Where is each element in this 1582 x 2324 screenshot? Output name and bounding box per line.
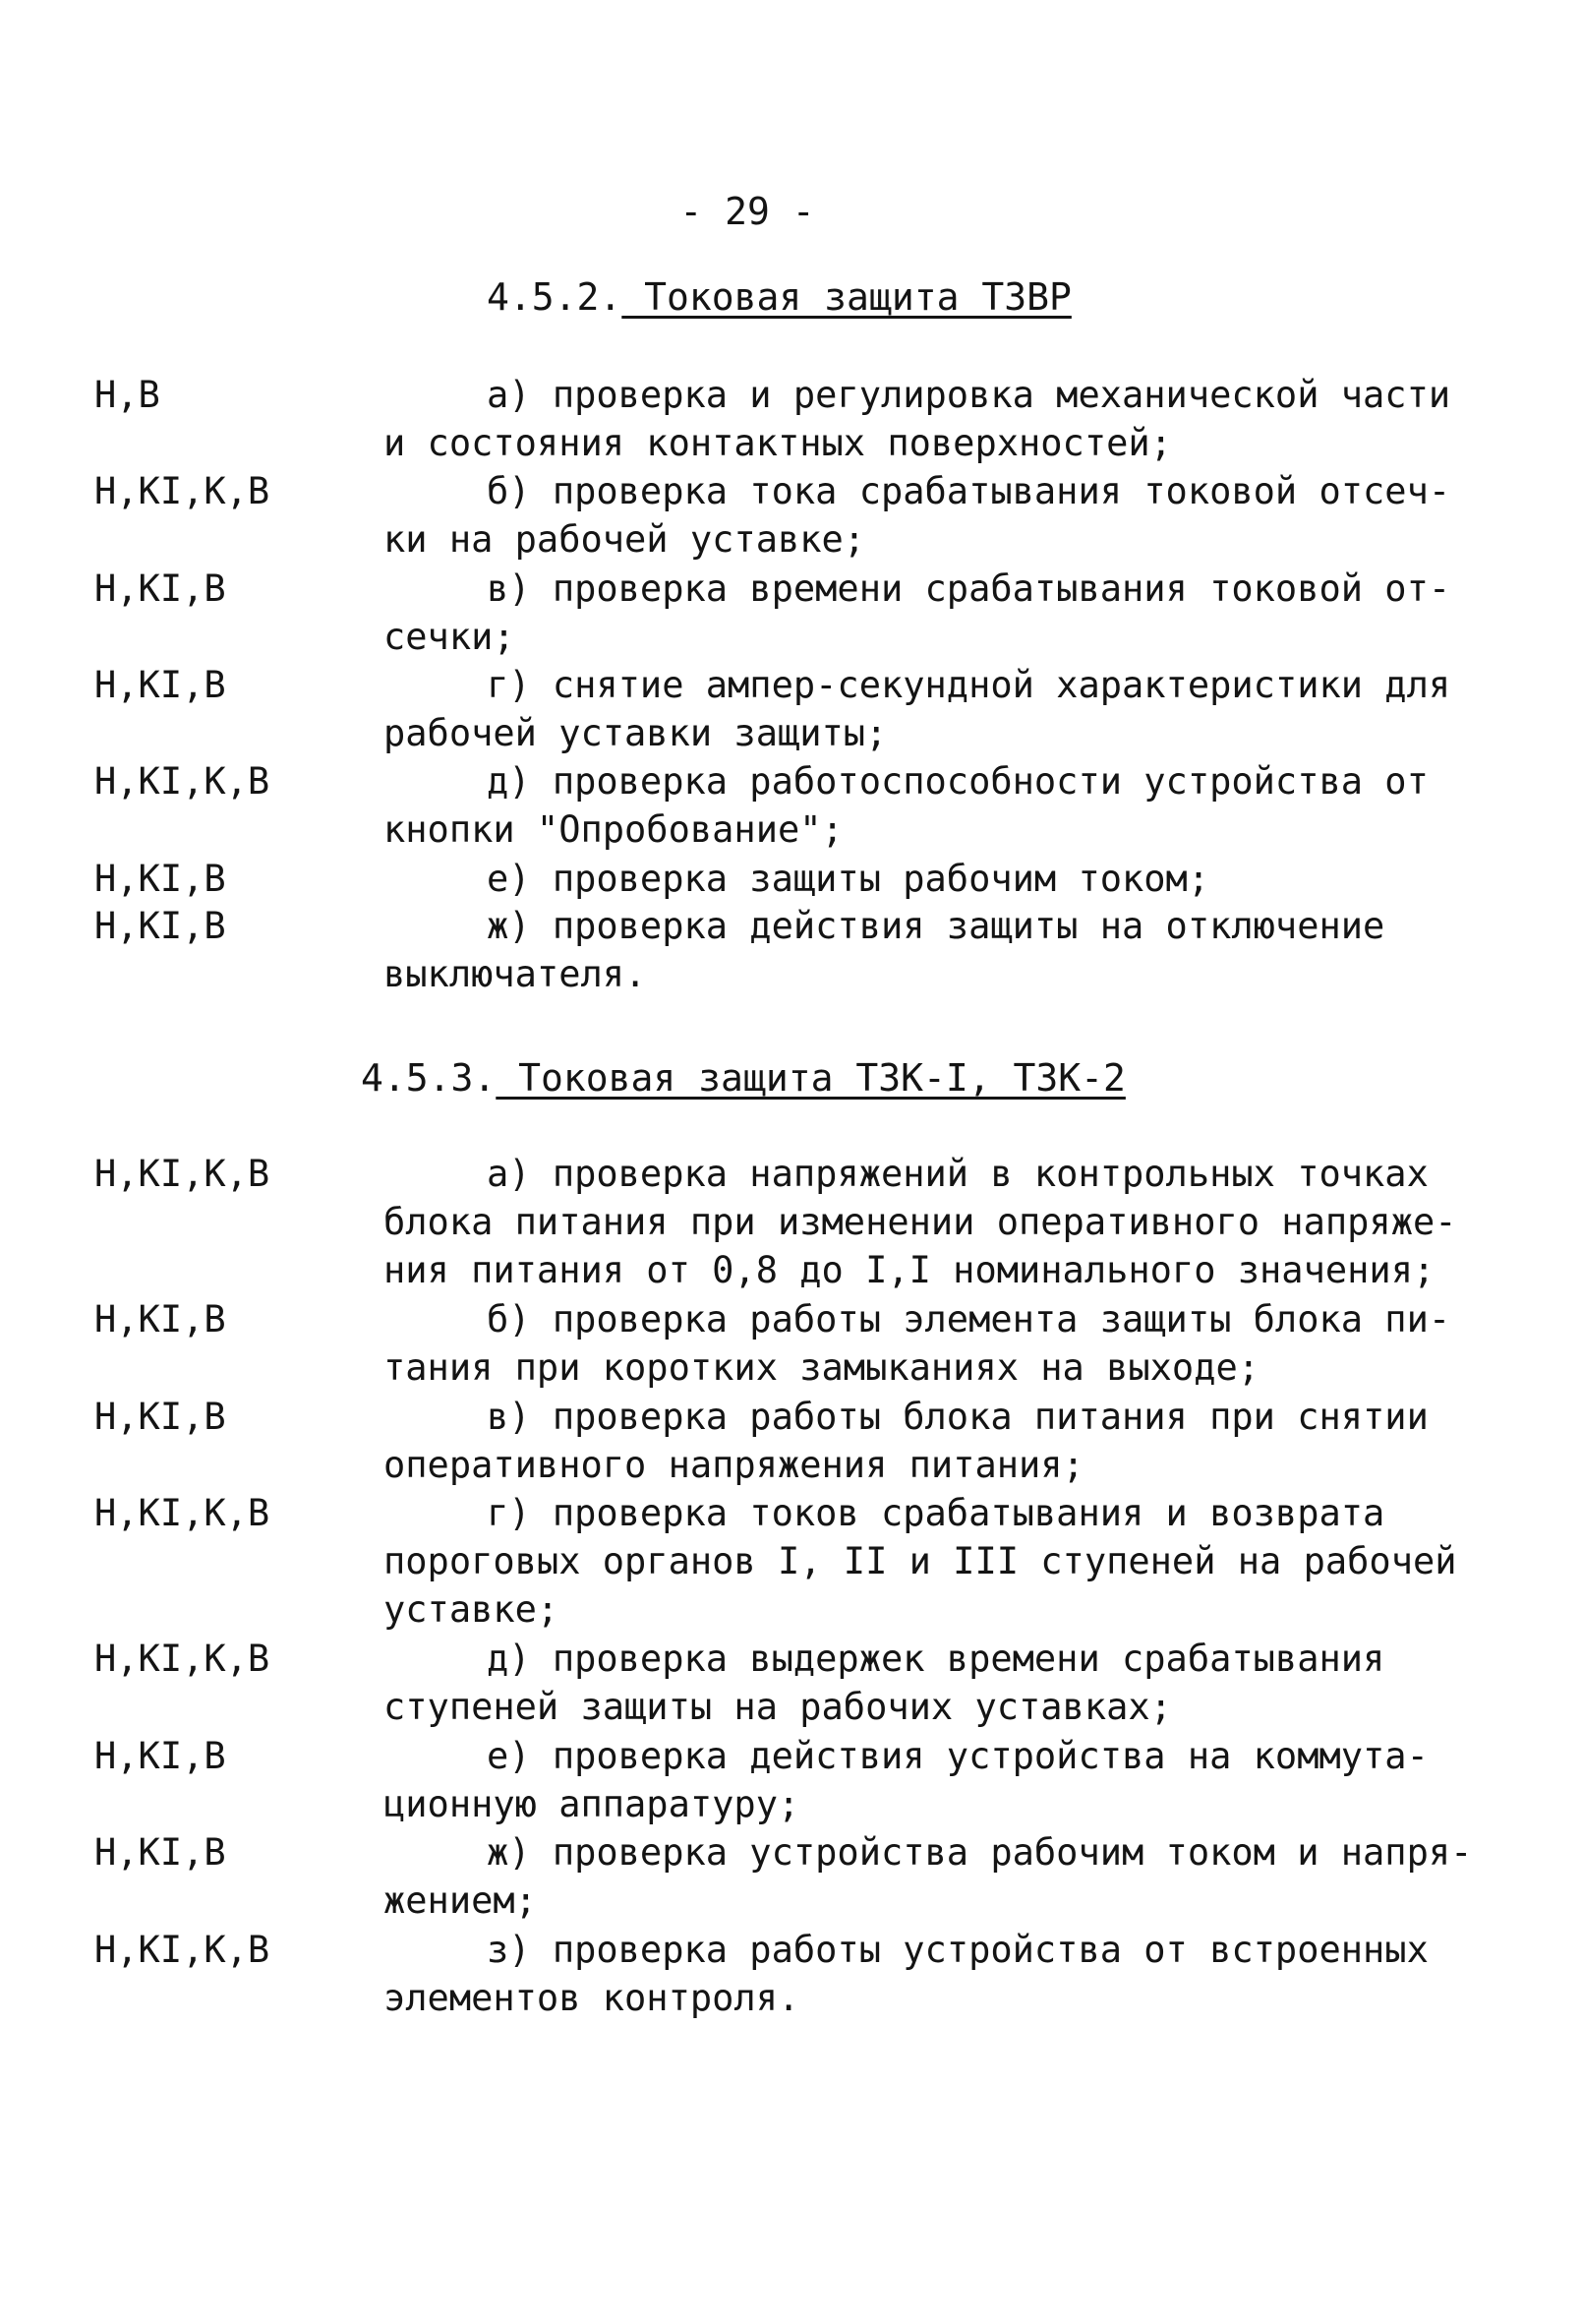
item-code: Н,КI,В bbox=[94, 1298, 226, 1341]
item-code: Н,КI,К,В bbox=[94, 1492, 270, 1534]
item-text-line: а) проверка напряжений в контрольных точках bbox=[487, 1153, 1429, 1195]
item-code: Н,КI,В bbox=[94, 1735, 226, 1777]
item-text-line: сечки; bbox=[383, 616, 515, 658]
item-code: Н,КI,К,В bbox=[94, 1638, 270, 1680]
item-code: Н,КI,В bbox=[94, 567, 226, 610]
item-text-line: ступеней защиты на рабочих уставках; bbox=[383, 1686, 1172, 1728]
item-text-line: выключателя. bbox=[383, 953, 647, 995]
item-code: Н,КI,К,В bbox=[94, 1929, 270, 1971]
item-text-line: элементов контроля. bbox=[383, 1977, 800, 2019]
item-text-line: ж) проверка устройства рабочим током и напря- bbox=[487, 1831, 1473, 1874]
item-code: Н,КI,В bbox=[94, 858, 226, 900]
item-text-line: д) проверка выдержек времени срабатывания bbox=[487, 1638, 1385, 1680]
section-title: Токовая защита ТЗВР bbox=[621, 275, 1072, 319]
item-text-line: г) снятие ампер-секундной характеристики для bbox=[487, 664, 1451, 706]
item-text-line: пороговых органов I, II и III ступеней на рабочей bbox=[383, 1540, 1457, 1582]
item-text-line: кнопки "Опробование"; bbox=[383, 808, 844, 851]
item-code: Н,КI,К,В bbox=[94, 1153, 270, 1195]
item-code: Н,КI,В bbox=[94, 1831, 226, 1874]
item-code: Н,КI,К,В bbox=[94, 470, 270, 512]
item-text-line: е) проверка действия устройства на коммута- bbox=[487, 1735, 1429, 1777]
item-code: Н,КI,К,В bbox=[94, 760, 270, 803]
item-text-line: з) проверка работы устройства от встроенных bbox=[487, 1929, 1429, 1971]
item-text-line: ционную аппаратуру; bbox=[383, 1783, 800, 1825]
section-number: 4.5.2. bbox=[487, 275, 622, 319]
item-code: Н,КI,В bbox=[94, 664, 226, 706]
section-title: Токовая защита ТЗК-I, ТЗК-2 bbox=[496, 1056, 1126, 1100]
item-text-line: и состояния контактных поверхностей; bbox=[383, 422, 1172, 464]
item-text-line: тания при коротких замыканиях на выходе; bbox=[383, 1346, 1260, 1389]
item-text-line: ния питания от 0,8 до I,I номинального значения; bbox=[383, 1249, 1436, 1291]
item-text-line: уставке; bbox=[383, 1588, 559, 1631]
page-number: - 29 - bbox=[679, 190, 815, 233]
item-text-line: г) проверка токов срабатывания и возврата bbox=[487, 1492, 1385, 1534]
item-text-line: е) проверка защиты рабочим током; bbox=[487, 858, 1210, 900]
item-code: Н,КI,В bbox=[94, 905, 226, 947]
item-text-line: ж) проверка действия защиты на отключение bbox=[487, 905, 1385, 947]
item-text-line: рабочей уставки защиты; bbox=[383, 712, 888, 754]
item-text-line: блока питания при изменении оперативного напряже- bbox=[383, 1201, 1457, 1243]
item-text-line: ки на рабочей уставке; bbox=[383, 518, 866, 561]
item-text-line: оперативного напряжения питания; bbox=[383, 1444, 1084, 1486]
item-code: Н,КI,В bbox=[94, 1396, 226, 1438]
item-text-line: в) проверка времени срабатывания токовой от- bbox=[487, 567, 1451, 610]
section-number: 4.5.3. bbox=[361, 1056, 497, 1100]
item-text-line: б) проверка тока срабатывания токовой отсеч- bbox=[487, 470, 1451, 512]
item-text-line: д) проверка работоспособности устройства от bbox=[487, 760, 1429, 803]
item-text-line: б) проверка работы элемента защиты блока пи- bbox=[487, 1298, 1451, 1341]
section-heading-4-5-2 bbox=[487, 275, 1072, 319]
section-heading-4-5-3 bbox=[361, 1056, 1126, 1100]
item-text-line: а) проверка и регулировка механической части bbox=[487, 374, 1451, 416]
item-text-line: в) проверка работы блока питания при снятии bbox=[487, 1396, 1429, 1438]
item-text-line: жением; bbox=[383, 1879, 537, 1922]
item-code: Н,В bbox=[94, 374, 160, 416]
